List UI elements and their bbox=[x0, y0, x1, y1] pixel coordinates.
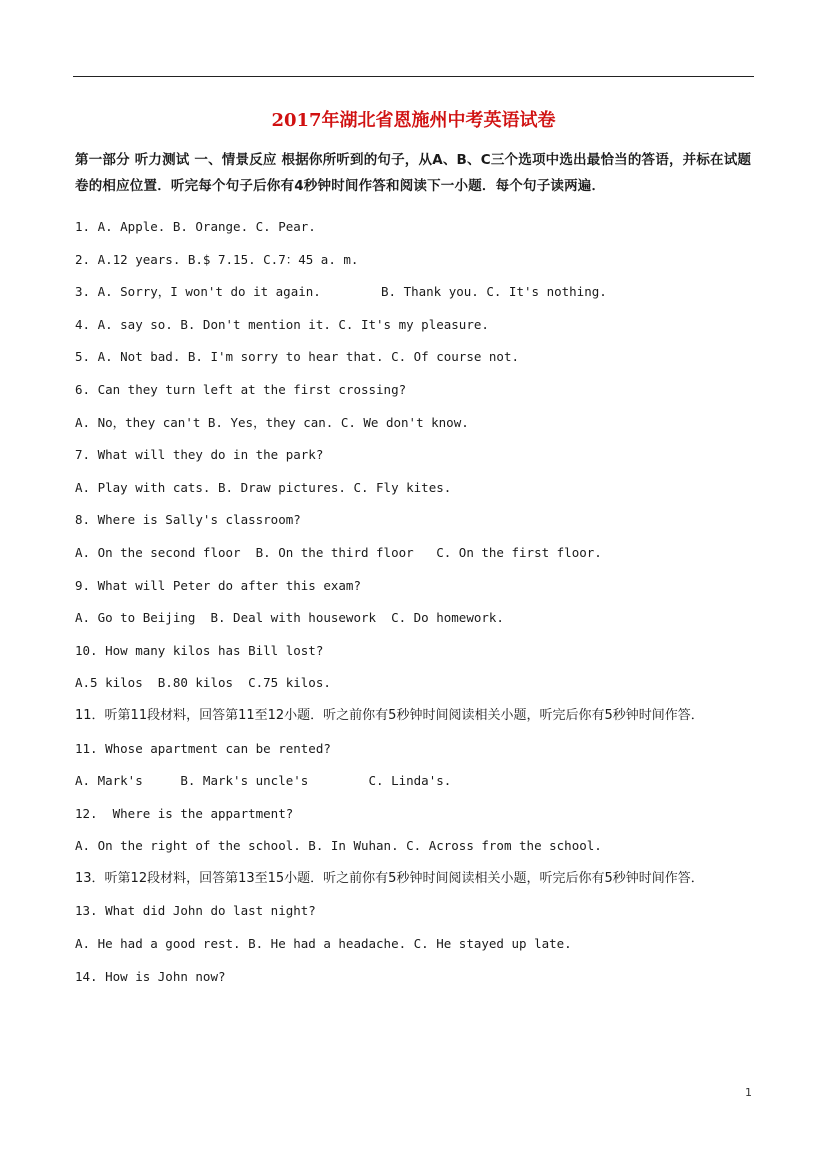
header-rule bbox=[73, 76, 754, 77]
question-line: 5. A. Not bad. B. I'm sorry to hear that. C. Of course not. bbox=[75, 349, 520, 365]
question-line: 1. A. Apple. B. Orange. C. Pear. bbox=[75, 219, 316, 234]
answer-options: A.5 kilos B.80 kilos C.75 kilos. bbox=[75, 675, 331, 691]
question-line: 12. Where is the appartment? bbox=[75, 805, 294, 821]
question-line: 2. A.12 years. B.$ 7.15. C.7：45 a. m. bbox=[75, 251, 359, 267]
question-line: 4. A. say so. B. Don't mention it. C. It's my pleasure. bbox=[75, 316, 489, 332]
question-list bbox=[75, 211, 759, 993]
question-line: 9. What will Peter do after this exam? bbox=[75, 577, 361, 593]
question-line: 7. What will they do in the park? bbox=[75, 447, 324, 463]
question-line: 14. How is John now? bbox=[75, 968, 226, 984]
answer-options: A. Mark's B. Mark's uncle's C. Linda's. bbox=[75, 773, 452, 789]
page-number: 1 bbox=[745, 1086, 752, 1099]
question-line: 11. Whose apartment can be rented? bbox=[75, 740, 331, 756]
question-line: 3. A. Sorry，I won't do it again. B. Thank you. C. It's nothing. bbox=[75, 284, 607, 300]
question-line: 8. Where is Sally's classroom? bbox=[75, 512, 301, 528]
answer-options: A. Play with cats. B. Draw pictures. C. Fly kites. bbox=[75, 479, 452, 495]
answer-options: A. On the right of the school. B. In Wuhan. C. Across from the school. bbox=[75, 838, 602, 854]
question-line: 10. How many kilos has Bill lost? bbox=[75, 642, 324, 658]
page-title: 2017年湖北省恩施州中考英语试卷 bbox=[271, 110, 556, 131]
listening-instruction: 13．听第12段材料，回答第13至15小题．听之前你有5秒钟时间阅读相关小题，听完后你有5秒钟时间作答． bbox=[75, 870, 704, 886]
question-line: 13. What did John do last night? bbox=[75, 903, 316, 919]
listening-instruction: 11．听第11段材料，回答第11至12小题．听之前你有5秒钟时间阅读相关小题，听完后你有5秒钟时间作答． bbox=[75, 707, 704, 723]
section-instructions: 第一部分 听力测试 一、情景反应 根据你所听到的句子，从A、B、C三个选项中选出最恰当的答语，并标在试题卷的相应位置．听完每个句子后你有4秒钟时间作答和阅读下一小题．每个句子读两遍． bbox=[75, 152, 752, 194]
answer-options: A. On the second floor B. On the third floor C. On the first floor. bbox=[75, 544, 602, 560]
question-line: 6. Can they turn left at the first crossing? bbox=[75, 381, 407, 397]
answer-options: A. He had a good rest. B. He had a headache. C. He stayed up late. bbox=[75, 936, 572, 952]
answer-options: A. Go to Beijing B. Deal with housework C. Do homework. bbox=[75, 610, 504, 626]
answer-options: A. No，they can't B. Yes，they can. C. We don't know. bbox=[75, 414, 469, 430]
